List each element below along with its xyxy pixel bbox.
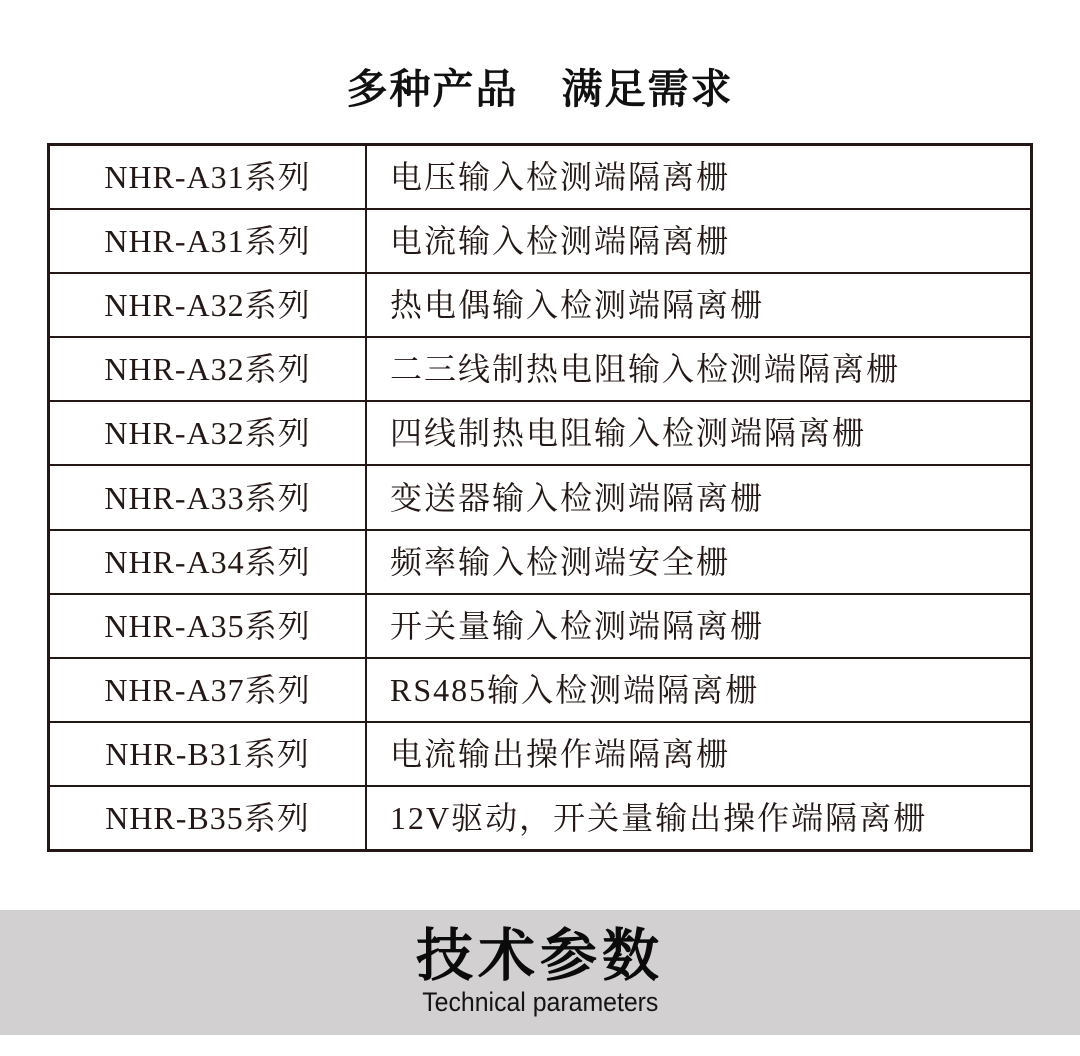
series-cell: NHR-A37系列 (50, 659, 367, 721)
series-cell: NHR-B31系列 (50, 723, 367, 785)
table-row (50, 466, 1030, 530)
table-row (50, 338, 1030, 402)
table-row (50, 595, 1030, 659)
series-cell: NHR-A32系列 (50, 274, 367, 336)
description-cell: RS485输入检测端隔离栅 (390, 671, 760, 708)
description-cell: 二三线制热电阻输入检测端隔离栅 (390, 351, 901, 388)
table-row (50, 274, 1030, 338)
table-row (50, 146, 1030, 210)
table-row (50, 402, 1030, 466)
description-cell: 12V驱动，开关量输出操作端隔离栅 (390, 799, 928, 836)
description-cell: 电流输出操作端隔离栅 (390, 735, 731, 772)
product-table (47, 143, 1033, 852)
description-cell: 热电偶输入检测端隔离栅 (390, 287, 765, 324)
banner-title-en: Technical parameters (421, 986, 659, 1017)
technical-parameters-banner (0, 910, 1080, 1035)
description-cell: 开关量输入检测端隔离栅 (390, 607, 765, 644)
table-row (50, 210, 1030, 274)
description-cell: 变送器输入检测端隔离栅 (390, 479, 765, 516)
banner-title-cn: 技术参数 (416, 924, 664, 989)
description-cell: 四线制热电阻输入检测端隔离栅 (390, 415, 867, 452)
table-row (50, 659, 1030, 723)
series-cell: NHR-B35系列 (50, 787, 367, 849)
series-cell: NHR-A31系列 (50, 146, 367, 208)
series-cell: NHR-A31系列 (50, 210, 367, 272)
page-title: 多种产品 满足需求 (346, 66, 734, 112)
series-cell: NHR-A33系列 (50, 466, 367, 528)
series-cell: NHR-A35系列 (50, 595, 367, 657)
table-row (50, 787, 1030, 849)
series-cell: NHR-A32系列 (50, 338, 367, 400)
series-cell: NHR-A34系列 (50, 531, 367, 593)
description-cell: 电流输入检测端隔离栅 (390, 223, 731, 260)
table-row (50, 531, 1030, 595)
table-row (50, 723, 1030, 787)
description-cell: 频率输入检测端安全栅 (390, 543, 731, 580)
series-cell: NHR-A32系列 (50, 402, 367, 464)
description-cell: 电压输入检测端隔离栅 (390, 159, 731, 196)
